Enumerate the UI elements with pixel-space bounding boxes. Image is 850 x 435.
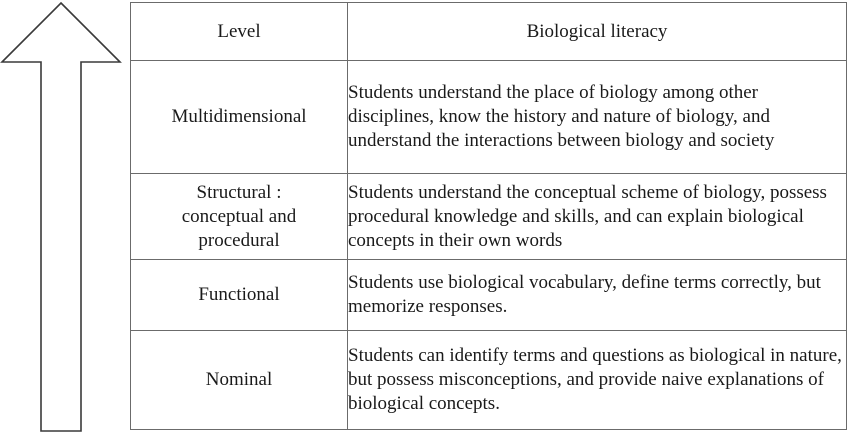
arrow-shape [2, 3, 120, 431]
level-label: Functional [198, 284, 280, 305]
table-header-row [131, 3, 847, 61]
description-cell-structural: Students understand the conceptual scheme of biology, possess procedural knowledge and skills, and can explain biological concepts in their own words [348, 174, 847, 260]
header-biological-literacy: Biological literacy [348, 3, 847, 61]
level-label: Multidimensional [171, 106, 307, 127]
table-row-structural [131, 174, 847, 260]
table-row-multidimensional [131, 61, 847, 174]
level-cell-multidimensional [131, 61, 348, 174]
table-row-functional [131, 260, 847, 331]
upward-arrow [0, 0, 125, 435]
header-level: Level [131, 3, 348, 61]
level-label-line-2: conceptual and [181, 205, 297, 227]
description-cell-multidimensional: Students understand the place of biology among other disciplines, know the history and nature of biology, and understand the interactions between biology and society [348, 61, 847, 174]
level-label-line-3: procedural [198, 229, 280, 251]
literacy-levels-table [130, 2, 847, 430]
level-cell-structural [131, 174, 348, 260]
table-row-nominal [131, 331, 847, 430]
level-label-line-1: Structural : [196, 181, 282, 203]
description-cell-nominal: Students can identify terms and questions as biological in nature, but possess misconceptions, and provide naive explanations of biological concepts. [348, 331, 847, 430]
description-cell-functional: Students use biological vocabulary, define terms correctly, but memorize responses. [348, 260, 847, 331]
level-cell-nominal [131, 331, 348, 430]
up-arrow-icon [0, 0, 125, 435]
level-label: Nominal [205, 369, 273, 390]
level-cell-functional [131, 260, 348, 331]
